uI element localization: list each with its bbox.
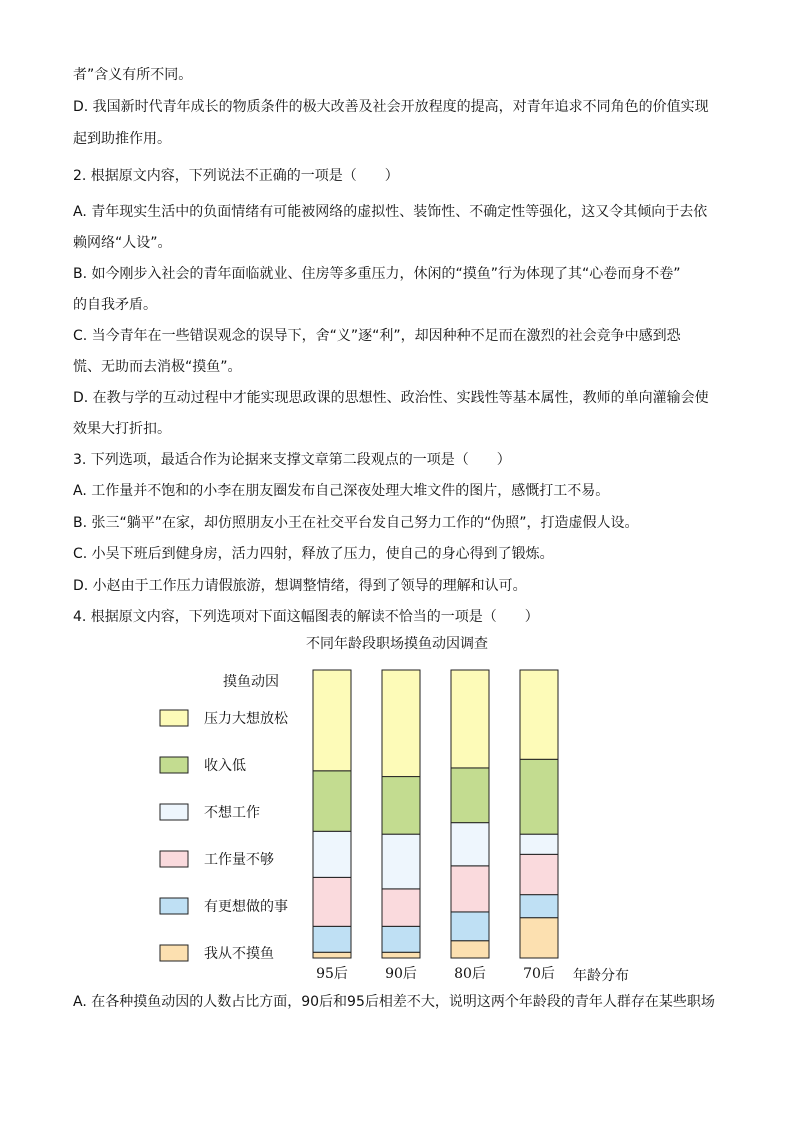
bar-segment xyxy=(382,952,420,958)
bars xyxy=(313,670,558,958)
option-d: D. 在教与学的互动过程中才能实现思政课的思想性、政治性、实践性等基本属性，教师的单向灌输会使 xyxy=(73,390,709,406)
bar-segment xyxy=(382,834,420,889)
option-b: B. 如今刚步入社会的青年面临就业、住房等多重压力，休闲的“摸鱼”行为体现了其“心卷而身不卷” xyxy=(73,266,681,282)
question-3: 3. 下列选项，最适合作为论据来支撑文章第二段观点的一项是（ ） xyxy=(73,452,511,468)
legend-label: 我从不摸鱼 xyxy=(204,946,274,962)
text-line: 赖网络“人设”。 xyxy=(73,235,172,251)
bar-segment xyxy=(520,895,558,918)
bar-segment xyxy=(451,768,489,823)
legend-label: 压力大想放松 xyxy=(204,711,288,727)
bar-segment xyxy=(520,670,558,759)
bar-segment xyxy=(451,941,489,958)
text-line: 效果大打折扣。 xyxy=(73,421,171,437)
bar-segment xyxy=(313,831,351,877)
legend-label: 有更想做的事 xyxy=(204,899,288,915)
bar-segment xyxy=(382,889,420,926)
bar-segment xyxy=(382,926,420,952)
legend-label: 收入低 xyxy=(204,758,246,774)
legend xyxy=(160,710,289,962)
text-line: D. 我国新时代青年成长的物质条件的极大改善及社会开放程度的提高，对青年追求不同角色的价值实现 xyxy=(73,99,709,115)
bar-segment xyxy=(451,912,489,941)
legend-label: 工作量不够 xyxy=(204,852,274,868)
text-line: 起到助推作用。 xyxy=(73,131,171,147)
bar-segment xyxy=(313,952,351,958)
bar-segment xyxy=(382,777,420,835)
legend-title: 摸鱼动因 xyxy=(223,674,279,690)
option-a: A. 青年现实生活中的负面情绪有可能被网络的虚拟性、装饰性、不确定性等强化，这又令其倾向于去依 xyxy=(73,204,708,220)
bar-segment xyxy=(313,877,351,926)
bar-segment xyxy=(382,670,420,777)
bar-segment xyxy=(451,823,489,866)
bar-segment xyxy=(520,854,558,894)
bar-segment xyxy=(313,771,351,831)
bar-segment xyxy=(520,759,558,834)
option-c: C. 当今青年在一些错误观念的误导下，舍“义”逐“利”，却因种种不足而在激烈的社会竞争中感到恐 xyxy=(73,328,681,344)
option-a: A. 工作量并不饱和的小李在朋友圈发布自己深夜处理大堆文件的图片，感慨打工不易。 xyxy=(73,483,610,499)
x-tick-label: 90后 xyxy=(385,966,417,982)
bar-segment xyxy=(520,834,558,854)
x-tick-label: 80后 xyxy=(454,966,486,982)
bar-segment xyxy=(520,918,558,958)
option-b: B. 张三“躺平”在家，却仿照朋友小王在社交平台发自己努力工作的“伪照”，打造虚假人设。 xyxy=(73,515,639,531)
bar-segment xyxy=(451,866,489,912)
x-tick-label: 95后 xyxy=(316,966,348,982)
text-line: 的自我矛盾。 xyxy=(73,297,157,313)
bar-segment xyxy=(451,670,489,768)
option-a: A. 在各种摸鱼动因的人数占比方面，90后和95后相差不大，说明这两个年龄段的青年人群存在某些职场 xyxy=(73,994,715,1010)
x-axis-label: 年龄分布 xyxy=(573,968,629,984)
question-2: 2. 根据原文内容，下列说法不正确的一项是（ ） xyxy=(73,168,399,184)
x-tick-label: 70后 xyxy=(523,966,555,982)
stacked-bar-chart xyxy=(140,662,660,992)
legend-label: 不想工作 xyxy=(204,805,260,821)
option-c: C. 小吴下班后到健身房，活力四射，释放了压力，使自己的身心得到了锻炼。 xyxy=(73,546,554,562)
bar-segment xyxy=(313,670,351,771)
legend-swatch xyxy=(160,757,188,773)
legend-swatch xyxy=(160,851,188,867)
x-tick-labels xyxy=(316,966,555,982)
legend-swatch xyxy=(160,710,188,726)
text-line: 者”含义有所不同。 xyxy=(73,67,193,83)
legend-swatch xyxy=(160,898,188,914)
question-4: 4. 根据原文内容，下列选项对下面这幅图表的解读不恰当的一项是（ ） xyxy=(73,609,539,625)
chart-title: 不同年龄段职场摸鱼动因调查 xyxy=(306,636,488,652)
option-d: D. 小赵由于工作压力请假旅游，想调整情绪，得到了领导的理解和认可。 xyxy=(73,578,527,594)
text-line: 慌、无助而去消极“摸鱼”。 xyxy=(73,359,242,375)
legend-swatch xyxy=(160,804,188,820)
legend-swatch xyxy=(160,945,188,961)
bar-segment xyxy=(313,926,351,952)
